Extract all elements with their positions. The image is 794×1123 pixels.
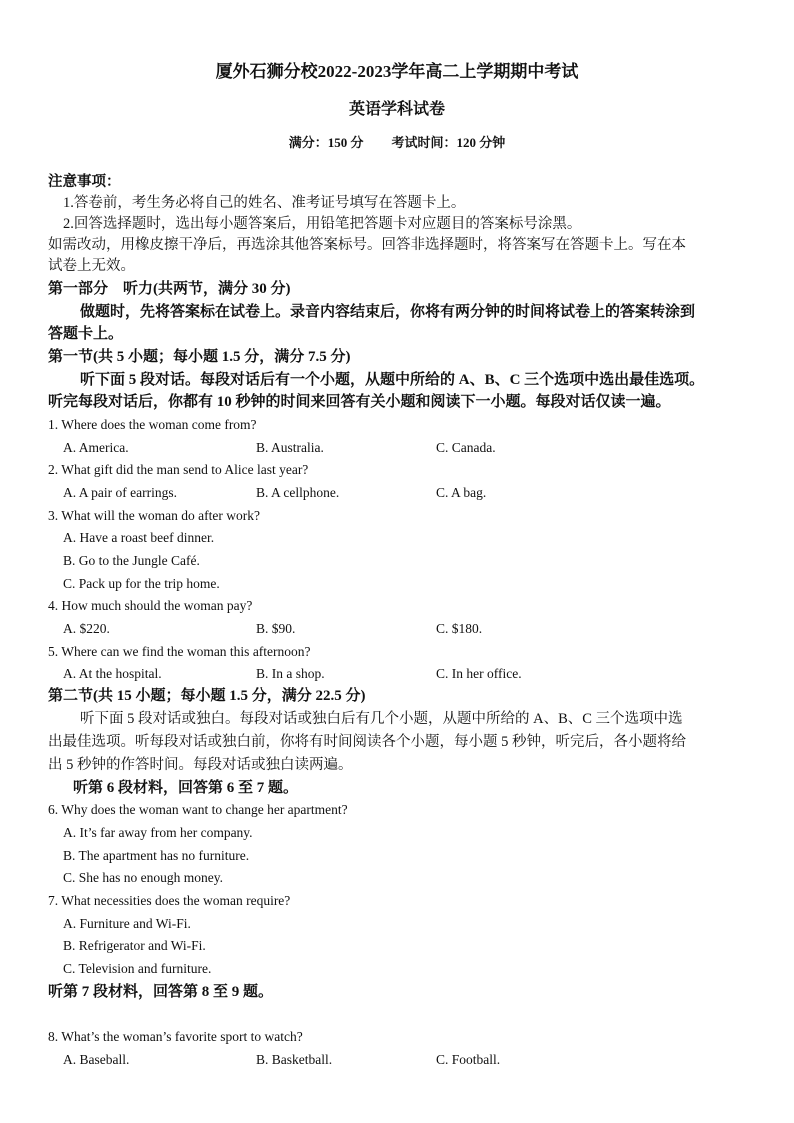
exam-subtitle: 英语学科试卷 (348, 101, 445, 118)
material-7-heading: 听第 7 段材料，回答第 8 至 9 题。 (48, 984, 274, 1000)
question-5-option-c: C. In her office. (436, 666, 522, 681)
section1-instruction-1: 听下面 5 段对话。每段对话后有一个小题，从题中所给的 A、B、C 三个选项中选出最佳选项。 (80, 372, 705, 388)
question-6-option-b: B. The apartment has no furniture. (63, 848, 250, 863)
part1-instruction-1: 做题时，先将答案标在试卷上。录音内容结束后，你将有两分钟的时间将试卷上的答案转涂到 (80, 304, 696, 320)
question-8-option-c: C. Football. (436, 1052, 501, 1067)
question-3-stem: 3. What will the woman do after work? (48, 508, 260, 523)
notice-line-2: 2.回答选择题时，选出每小题答案后，用铅笔把答题卡对应题目的答案标号涂黑。 (63, 216, 582, 232)
question-5-stem: 5. Where can we find the woman this afternoon? (48, 644, 311, 659)
section2-instruction-2: 出最佳选项。听每段对话或独白前，你将有时间阅读各个小题，每小题 5 秒钟，听完后，各小题将给 (48, 734, 686, 750)
question-3-option-b: B. Go to the Jungle Café. (63, 553, 200, 568)
question-4-option-a: A. $220. (63, 621, 110, 636)
question-1-stem: 1. Where does the woman come from? (48, 417, 257, 432)
question-5-option-b: B. In a shop. (256, 666, 325, 681)
question-2-option-a: A. A pair of earrings. (63, 485, 177, 500)
question-6-stem: 6. Why does the woman want to change her apartment? (48, 802, 348, 817)
question-4-stem: 4. How much should the woman pay? (48, 598, 253, 613)
material-6-heading: 听第 6 段材料，回答第 6 至 7 题。 (73, 780, 299, 796)
full-score: 满分：150 分 (288, 135, 364, 150)
question-6-option-c: C. She has no enough money. (63, 870, 223, 885)
question-7-stem: 7. What necessities does the woman require? (48, 893, 291, 908)
question-2-stem: 2. What gift did the man send to Alice last year? (48, 462, 309, 477)
section1-heading: 第一节(共 5 小题；每小题 1.5 分，满分 7.5 分) (48, 349, 351, 365)
question-4-option-b: B. $90. (256, 621, 296, 636)
notice-heading: 注意事项： (48, 174, 121, 190)
exam-time: 考试时间：120 分钟 (391, 135, 506, 150)
question-3-option-c: C. Pack up for the trip home. (63, 576, 220, 591)
question-2-option-c: C. A bag. (436, 485, 487, 500)
question-3-option-a: A. Have a roast beef dinner. (63, 530, 215, 545)
score-line (0, 135, 794, 151)
question-8-stem: 8. What’s the woman’s favorite sport to watch? (48, 1029, 303, 1044)
question-1-option-a: A. America. (63, 440, 129, 455)
exam-title: 厦外石狮分校2022-2023学年高二上学期期中考试 (215, 62, 579, 81)
question-6-option-a: A. It’s far away from her company. (63, 825, 253, 840)
part1-instruction-2: 答题卡上。 (48, 326, 124, 342)
section2-instruction-1: 听下面 5 段对话或独白。每段对话或独白后有几个小题，从题中所给的 A、B、C 三个选项中选 (80, 711, 683, 727)
notice-line-3: 如需改动，用橡皮擦干净后，再选涂其他答案标号。回答非选择题时，将答案写在答题卡上。写在本 (48, 237, 686, 253)
question-8-option-a: A. Baseball. (63, 1052, 130, 1067)
question-1-option-b: B. Australia. (256, 440, 324, 455)
question-1-option-c: C. Canada. (436, 440, 496, 455)
question-7-option-b: B. Refrigerator and Wi-Fi. (63, 938, 206, 953)
section2-heading: 第二节(共 15 小题；每小题 1.5 分，满分 22.5 分) (48, 688, 366, 704)
question-8-option-b: B. Basketball. (256, 1052, 333, 1067)
notice-line-4: 试卷上无效。 (48, 258, 135, 274)
question-5-option-a: A. At the hospital. (63, 666, 162, 681)
section1-instruction-2: 听完每段对话后，你都有 10 秒钟的时间来回答有关小题和阅读下一小题。每段对话仅读一遍。 (48, 394, 671, 410)
question-7-option-c: C. Television and furniture. (63, 961, 212, 976)
question-7-option-a: A. Furniture and Wi-Fi. (63, 916, 191, 931)
section2-instruction-3: 出 5 秒钟的作答时间。每段对话或独白读两遍。 (48, 757, 353, 773)
question-2-option-b: B. A cellphone. (256, 485, 340, 500)
notice-line-1: 1.答卷前，考生务必将自己的姓名、准考证号填写在答题卡上。 (63, 195, 466, 211)
part1-heading: 第一部分 听力(共两节，满分 30 分) (48, 281, 291, 297)
question-4-option-c: C. $180. (436, 621, 483, 636)
